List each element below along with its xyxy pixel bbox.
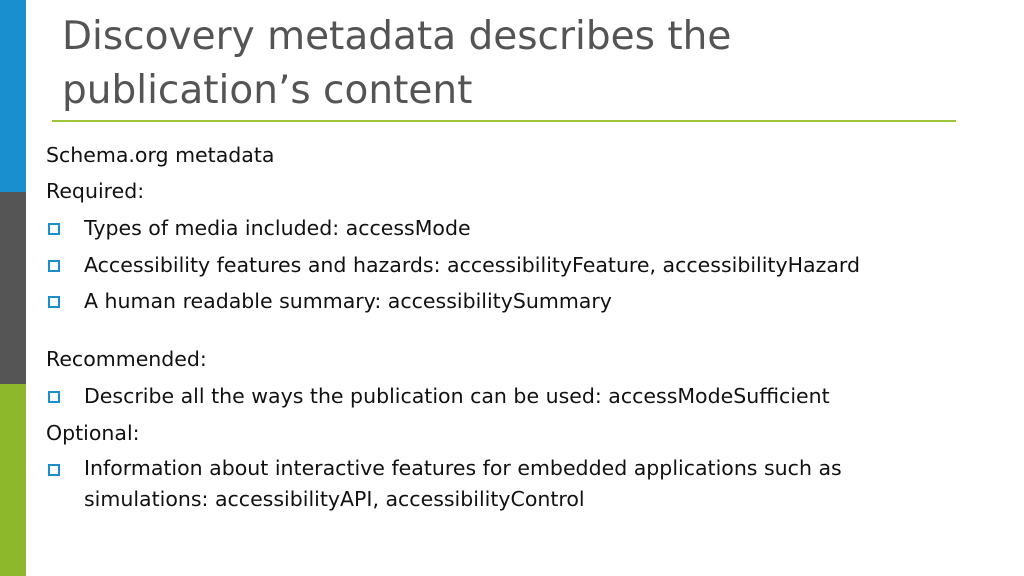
bullet-square-icon <box>48 464 60 476</box>
recommended-bullet-1: Describe all the ways the publication can be used: accessModeSufficient <box>84 384 830 408</box>
heading-optional: Optional: <box>46 421 140 445</box>
bullet-square-icon <box>48 391 60 403</box>
heading-recommended: Recommended: <box>46 347 207 371</box>
required-bullet-2: Accessibility features and hazards: accessibilityFeature, accessibilityHazard <box>84 253 860 277</box>
title-underline <box>52 120 956 122</box>
accent-segment-gray <box>0 192 26 384</box>
accent-segment-blue <box>0 0 26 192</box>
required-bullet-1: Types of media included: accessMode <box>84 216 471 240</box>
slide-title-line-1: Discovery metadata describes the <box>62 14 732 59</box>
bullet-square-icon <box>48 223 60 235</box>
slide-title-line-2: publication’s content <box>62 68 473 113</box>
slide-title <box>62 10 962 118</box>
accent-segment-green <box>0 384 26 576</box>
left-accent-bar <box>0 0 26 576</box>
bullet-square-icon <box>48 260 60 272</box>
bullet-square-icon <box>48 296 60 308</box>
optional-bullet-1: Information about interactive features for embedded applications such as simulations: accessibilityAPI, accessibilityControl <box>84 456 842 511</box>
heading-schema-org: Schema.org metadata <box>46 143 275 167</box>
required-bullet-3: A human readable summary: accessibilitySummary <box>84 289 612 313</box>
heading-required: Required: <box>46 179 145 203</box>
